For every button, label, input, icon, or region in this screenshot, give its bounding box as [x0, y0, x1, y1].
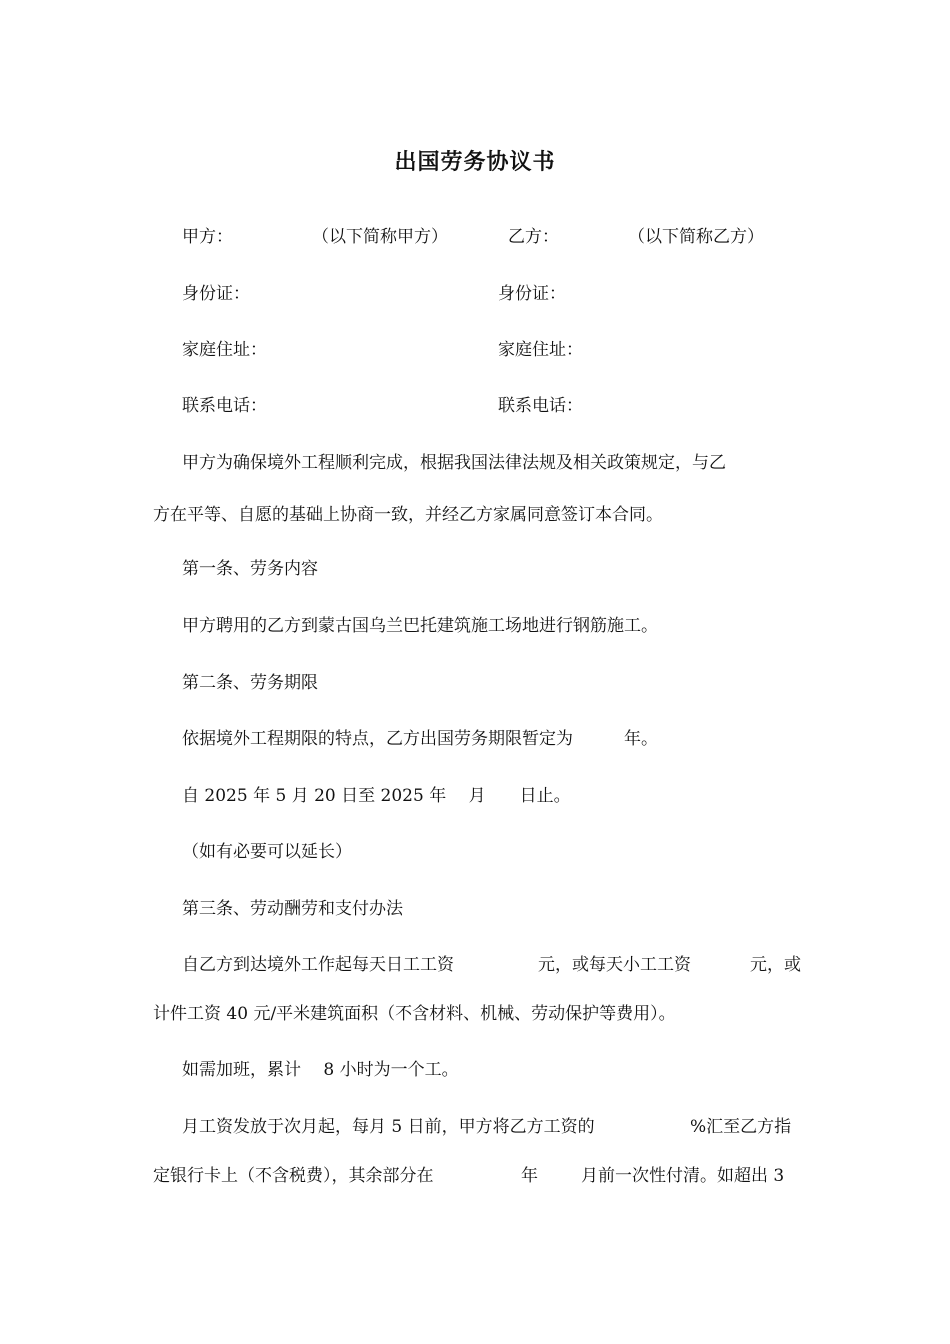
- payment-line-2-part-3: 月前一次性付清。如超出 3: [581, 1166, 785, 1186]
- wage-line-1-part-2: 元，或每天小工工资: [538, 955, 691, 975]
- party-a-phone-label: 联系电话：: [182, 396, 267, 416]
- payment-line-2-part-1: 定银行卡上（不含税费），其余部分在: [153, 1166, 434, 1186]
- article-2-text-1: 依据境外工程期限的特点，乙方出国劳务期限暂定为 年。: [182, 729, 658, 749]
- party-b-label: 乙方：: [508, 227, 559, 247]
- party-a-id-label: 身份证：: [182, 284, 250, 304]
- wage-line-2: 计件工资 40 元/平米建筑面积（不含材料、机械、劳动保护等费用）。: [153, 1004, 676, 1024]
- article-1-text: 甲方聘用的乙方到蒙古国乌兰巴托建筑施工场地进行钢筋施工。: [182, 616, 658, 636]
- overtime-line: 如需加班，累计 8 小时为一个工。: [182, 1060, 459, 1080]
- party-a-alias: （以下简称甲方）: [312, 227, 448, 247]
- document-title: 出国劳务协议书: [394, 149, 556, 175]
- payment-line-1-part-1: 月工资发放于次月起，每月 5 日前，甲方将乙方工资的: [182, 1117, 595, 1137]
- article-2-note: （如有必要可以延长）: [182, 842, 352, 862]
- article-2-heading: 第二条、劳务期限: [182, 673, 318, 693]
- preamble-line-1: 甲方为确保境外工程顺利完成，根据我国法律法规及相关政策规定，与乙: [182, 453, 726, 473]
- party-a-address-label: 家庭住址：: [182, 340, 267, 360]
- wage-line-1-part-1: 自乙方到达境外工作起每天日工工资: [182, 955, 454, 975]
- article-1-heading: 第一条、劳务内容: [182, 559, 318, 579]
- party-b-phone-label: 联系电话：: [498, 396, 583, 416]
- preamble-line-2: 方在平等、自愿的基础上协商一致，并经乙方家属同意签订本合同。: [153, 505, 663, 525]
- party-b-id-label: 身份证：: [498, 284, 566, 304]
- article-2-text-2: 自 2025 年 5 月 20 日至 2025 年 月 日止。: [182, 786, 571, 806]
- wage-line-1-part-3: 元，或: [750, 955, 801, 975]
- article-3-heading: 第三条、劳动酬劳和支付办法: [182, 899, 403, 919]
- party-b-alias: （以下简称乙方）: [628, 227, 764, 247]
- party-b-address-label: 家庭住址：: [498, 340, 583, 360]
- payment-line-1-part-2: %汇至乙方指: [690, 1117, 792, 1137]
- party-a-label: 甲方：: [182, 227, 233, 247]
- payment-line-2-part-2: 年: [521, 1166, 538, 1186]
